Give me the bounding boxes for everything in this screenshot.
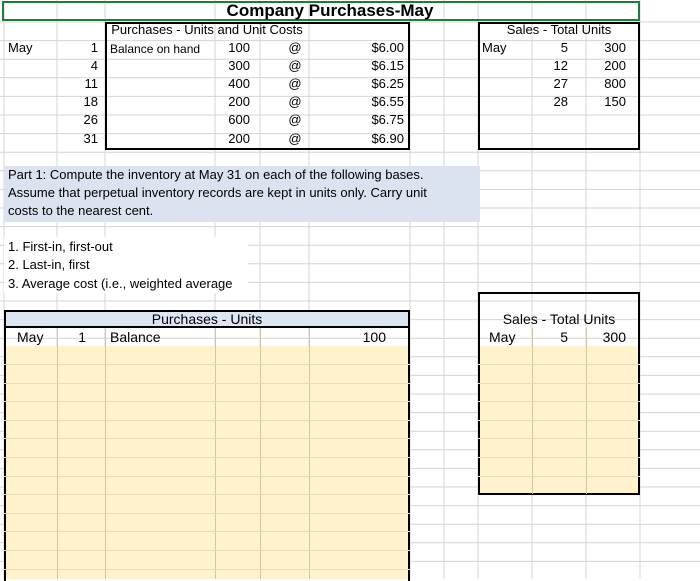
at-symbol: @ (288, 112, 302, 127)
purchase-day: 31 (83, 131, 98, 146)
purchases-top-month: May (8, 40, 33, 55)
purchase-units: 200 (228, 131, 250, 146)
sale-day: 28 (553, 94, 568, 109)
purchase-unit-cost: $6.75 (371, 112, 404, 127)
input-row-divider (4, 364, 410, 365)
purchases-bottom-label: Balance (110, 329, 161, 345)
purchase-day: 4 (90, 58, 98, 73)
purchase-units: 200 (228, 94, 250, 109)
purchase-day: 26 (83, 112, 98, 127)
basis-lifo: 2. Last-in, first (8, 257, 90, 272)
at-symbol: @ (288, 94, 302, 109)
at-symbol: @ (288, 58, 302, 73)
page-title: Company Purchases-May (226, 1, 434, 20)
basis-fifo: 1. First-in, first-out (8, 239, 113, 254)
purchase-units: 300 (228, 58, 250, 73)
sales-bottom-month: May (489, 329, 516, 345)
part1-line3: costs to the nearest cent. (8, 203, 154, 218)
purchase-label: Balance on hand (110, 42, 201, 56)
input-row-divider (4, 569, 410, 570)
purchase-unit-cost: $6.90 (371, 131, 404, 146)
purchases-bottom-header: Purchases - Units (151, 311, 263, 327)
purchase-unit-cost: $6.55 (371, 94, 404, 109)
at-symbol: @ (288, 131, 302, 146)
purchase-day: 1 (90, 40, 98, 55)
purchases-top-header: Purchases - Units and Unit Costs (111, 22, 303, 37)
input-row-divider (478, 401, 640, 402)
input-column-divider (586, 328, 587, 494)
part1-line2: Assume that perpetual inventory records are kept in units only. Carry unit (8, 185, 427, 200)
purchase-units: 400 (228, 76, 250, 91)
sales-bottom-day: 5 (560, 329, 568, 345)
input-row-divider (478, 457, 640, 458)
input-row-divider (4, 457, 410, 458)
sale-units: 200 (604, 58, 626, 73)
sales-top-month: May (482, 40, 507, 55)
purchases-bottom-units: 100 (362, 329, 386, 345)
input-column-divider (532, 328, 533, 494)
input-row-divider (4, 438, 410, 439)
input-column-divider (260, 328, 261, 579)
purchases-bottom-month: May (17, 329, 44, 345)
input-row-divider (4, 476, 410, 477)
purchase-unit-cost: $6.25 (371, 76, 404, 91)
input-row-divider (4, 420, 410, 421)
input-row-divider (4, 401, 410, 402)
sale-day: 27 (553, 76, 568, 91)
input-row-divider (478, 364, 640, 365)
purchase-unit-cost: $6.15 (371, 58, 404, 73)
sale-day: 5 (560, 40, 568, 55)
purchase-unit-cost: $6.00 (371, 40, 404, 55)
basis-average: 3. Average cost (i.e., weighted average (8, 276, 233, 291)
sales-top-header: Sales - Total Units (506, 22, 612, 37)
at-symbol: @ (288, 40, 302, 55)
input-row-divider (4, 494, 410, 495)
at-symbol: @ (288, 76, 302, 91)
input-row-divider (4, 531, 410, 532)
input-column-divider (215, 328, 216, 579)
purchase-day: 11 (84, 76, 98, 91)
input-column-divider (57, 328, 58, 579)
input-row-divider (4, 550, 410, 551)
purchase-units: 100 (228, 40, 250, 55)
purchase-day: 18 (83, 94, 98, 109)
input-row-divider (4, 513, 410, 514)
purchase-units: 600 (228, 112, 250, 127)
input-row-divider (478, 383, 640, 384)
sales-bottom-header: Sales - Total Units (502, 311, 616, 327)
sale-units: 150 (604, 94, 626, 109)
purchases-bottom-day: 1 (78, 329, 86, 345)
input-column-divider (309, 328, 310, 579)
input-row-divider (478, 420, 640, 421)
sales-bottom-units: 300 (602, 329, 626, 345)
input-row-divider (478, 438, 640, 439)
part1-line1: Part 1: Compute the inventory at May 31 on each of the following bases. (8, 167, 424, 182)
input-row-divider (4, 383, 410, 384)
sale-day: 12 (553, 58, 568, 73)
sale-units: 800 (604, 76, 626, 91)
input-row-divider (478, 476, 640, 477)
sale-units: 300 (604, 40, 626, 55)
input-column-divider (105, 328, 106, 579)
purchases-table-bottom (4, 310, 410, 581)
